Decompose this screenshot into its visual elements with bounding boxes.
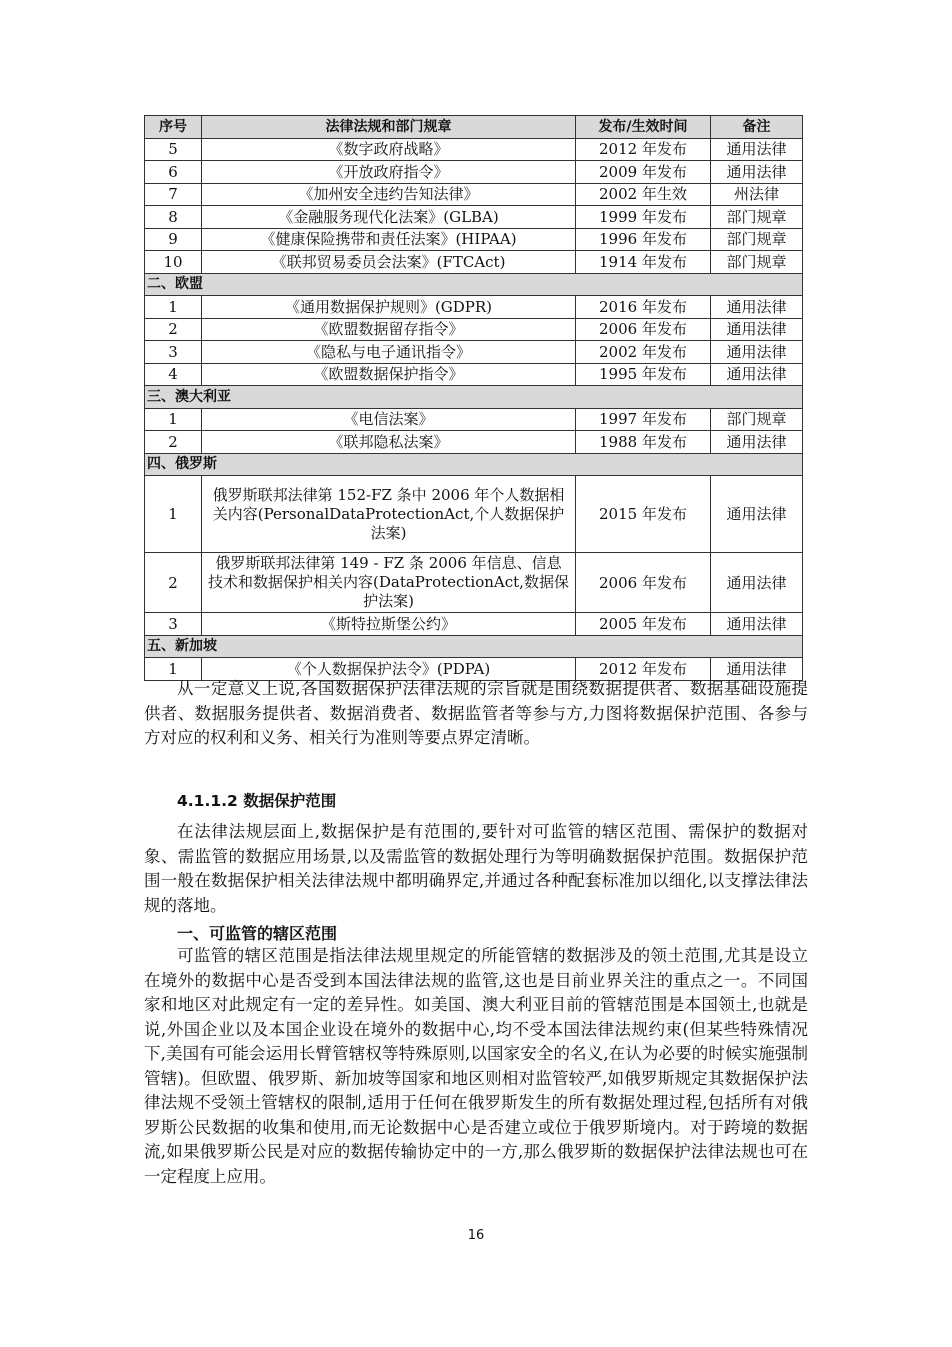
table-row	[145, 476, 803, 553]
row-no: 1	[145, 296, 202, 319]
section-title: 四、俄罗斯	[145, 453, 803, 476]
row-date: 1997 年发布	[576, 408, 711, 431]
row-name: 《加州安全违约告知法律》	[202, 183, 576, 206]
table-row	[145, 296, 803, 319]
row-name: 《电信法案》	[202, 408, 576, 431]
row-note: 通用法律	[711, 161, 803, 184]
row-name: 《通用数据保护规则》(GDPR)	[202, 296, 576, 319]
row-note: 通用法律	[711, 553, 803, 613]
section-row-sg	[145, 635, 803, 658]
table-row	[145, 431, 803, 454]
row-no: 3	[145, 341, 202, 364]
table-row	[145, 183, 803, 206]
row-note: 通用法律	[711, 431, 803, 454]
row-date: 2015 年发布	[576, 476, 711, 553]
row-name: 《金融服务现代化法案》(GLBA)	[202, 206, 576, 229]
table-row	[145, 161, 803, 184]
row-name: 《数字政府战略》	[202, 138, 576, 161]
row-date: 2002 年生效	[576, 183, 711, 206]
row-no: 8	[145, 206, 202, 229]
row-name: 《健康保险携带和责任法案》(HIPAA)	[202, 228, 576, 251]
page-number: 16	[467, 1228, 485, 1243]
row-date: 2016 年发布	[576, 296, 711, 319]
row-name: 《联邦贸易委员会法案》(FTCAct)	[202, 251, 576, 274]
row-note: 部门规章	[711, 228, 803, 251]
table-header-row	[145, 116, 803, 139]
section-row-ru	[145, 453, 803, 476]
section-heading-4-1-1-2: 4.1.1.2 数据保护范围	[177, 792, 337, 810]
row-date: 2012 年发布	[576, 658, 711, 681]
row-no: 1	[145, 408, 202, 431]
row-date: 1999 年发布	[576, 206, 711, 229]
section-row-au	[145, 386, 803, 409]
header-name: 法律法规和部门规章	[202, 116, 576, 139]
row-date: 1914 年发布	[576, 251, 711, 274]
row-note: 州法律	[711, 183, 803, 206]
row-date: 2005 年发布	[576, 613, 711, 636]
row-note: 通用法律	[711, 363, 803, 386]
row-no: 2	[145, 431, 202, 454]
row-date: 1996 年发布	[576, 228, 711, 251]
table-row	[145, 206, 803, 229]
row-note: 通用法律	[711, 341, 803, 364]
paragraph-intro: 从一定意义上说,各国数据保护法律法规的宗旨就是围绕数据提供者、数据基础设施提供者、数据服务提供者、数据消费者、数据监管者等参与方,力图将数据保护范围、各参与方对应的权利和义务、相关行为准则等要点界定清晰。	[144, 679, 808, 747]
row-no: 7	[145, 183, 202, 206]
section-row-eu	[145, 273, 803, 296]
row-note: 通用法律	[711, 613, 803, 636]
row-name: 《隐私与电子通讯指令》	[202, 341, 576, 364]
row-date: 1988 年发布	[576, 431, 711, 454]
row-name: 俄罗斯联邦法律第 149 - FZ 条 2006 年信息、信息技术和数据保护相关内容(DataProtectionAct,数据保护法案)	[202, 553, 576, 613]
header-note: 备注	[711, 116, 803, 139]
row-no: 5	[145, 138, 202, 161]
row-note: 通用法律	[711, 318, 803, 341]
section-title: 二、欧盟	[145, 273, 803, 296]
row-name: 《开放政府指令》	[202, 161, 576, 184]
row-no: 10	[145, 251, 202, 274]
row-date: 2006 年发布	[576, 553, 711, 613]
row-name: 《斯特拉斯堡公约》	[202, 613, 576, 636]
table-row	[145, 613, 803, 636]
row-no: 4	[145, 363, 202, 386]
row-name: 《联邦隐私法案》	[202, 431, 576, 454]
row-date: 1995 年发布	[576, 363, 711, 386]
row-note: 部门规章	[711, 206, 803, 229]
row-date: 2006 年发布	[576, 318, 711, 341]
row-note: 通用法律	[711, 476, 803, 553]
row-note: 通用法律	[711, 658, 803, 681]
table-row	[145, 341, 803, 364]
row-no: 1	[145, 658, 202, 681]
row-no: 6	[145, 161, 202, 184]
row-date: 2009 年发布	[576, 161, 711, 184]
row-note: 通用法律	[711, 296, 803, 319]
row-no: 2	[145, 553, 202, 613]
row-name: 《欧盟数据留存指令》	[202, 318, 576, 341]
row-date: 2002 年发布	[576, 341, 711, 364]
row-no: 9	[145, 228, 202, 251]
section-title: 三、澳大利亚	[145, 386, 803, 409]
row-name: 俄罗斯联邦法律第 152-FZ 条中 2006 年个人数据相关内容(PersonalDataProtectionAct,个人数据保护法案)	[202, 476, 576, 553]
row-note: 通用法律	[711, 138, 803, 161]
table-row	[145, 228, 803, 251]
table-row	[145, 318, 803, 341]
table-row	[145, 553, 803, 613]
paragraph-scope: 在法律法规层面上,数据保护是有范围的,要针对可监管的辖区范围、需保护的数据对象、需监管的数据应用场景,以及需监管的数据处理行为等明确数据保护范围。数据保护范围一般在数据保护相关法律法规中都明确界定,并通过各种配套标准加以细化,以支撑法律法规的落地。	[144, 822, 808, 915]
row-no: 1	[145, 476, 202, 553]
table-row	[145, 363, 803, 386]
row-no: 3	[145, 613, 202, 636]
table-row	[145, 138, 803, 161]
header-no: 序号	[145, 116, 202, 139]
table-row	[145, 408, 803, 431]
laws-table	[144, 115, 803, 681]
subheading-jurisdiction: 一、可监管的辖区范围	[177, 924, 338, 943]
paragraph-jurisdiction: 可监管的辖区范围是指法律法规里规定的所能管辖的数据涉及的领土范围,尤其是设立在境外的数据中心是否受到本国法律法规的监管,这也是目前业界关注的重点之一。不同国家和地区对此规定有一定的差异性。如美国、澳大利亚目前的管辖范围是本国领土,也就是说,外国企业以及本国企业设在境外的数据中心,均不受本国法律法规约束(但某些特殊情况下,美国有可能会运用长臂管辖权等特殊原则,以国家安全的名义,在认为必要的时候实施强制管辖)。但欧盟、俄罗斯、新加坡等国家和地区则相对监管较严,如俄罗斯规定其数据保护法律法规不受领土管辖权的限制,适用于任何在俄罗斯发生的所有数据处理过程,包括所有对俄罗斯公民数据的收集和使用,而无论数据中心是否建立或位于俄罗斯境内。对于跨境的数据流,如果俄罗斯公民是对应的数据传输协定中的一方,那么俄罗斯的数据保护法律法规也可在一定程度上应用。	[144, 946, 808, 1186]
row-no: 2	[145, 318, 202, 341]
row-name: 《欧盟数据保护指令》	[202, 363, 576, 386]
section-title: 五、新加坡	[145, 635, 803, 658]
row-note: 部门规章	[711, 251, 803, 274]
row-note: 部门规章	[711, 408, 803, 431]
table-row	[145, 251, 803, 274]
header-date: 发布/生效时间	[576, 116, 711, 139]
row-date: 2012 年发布	[576, 138, 711, 161]
row-name: 《个人数据保护法令》(PDPA)	[202, 658, 576, 681]
